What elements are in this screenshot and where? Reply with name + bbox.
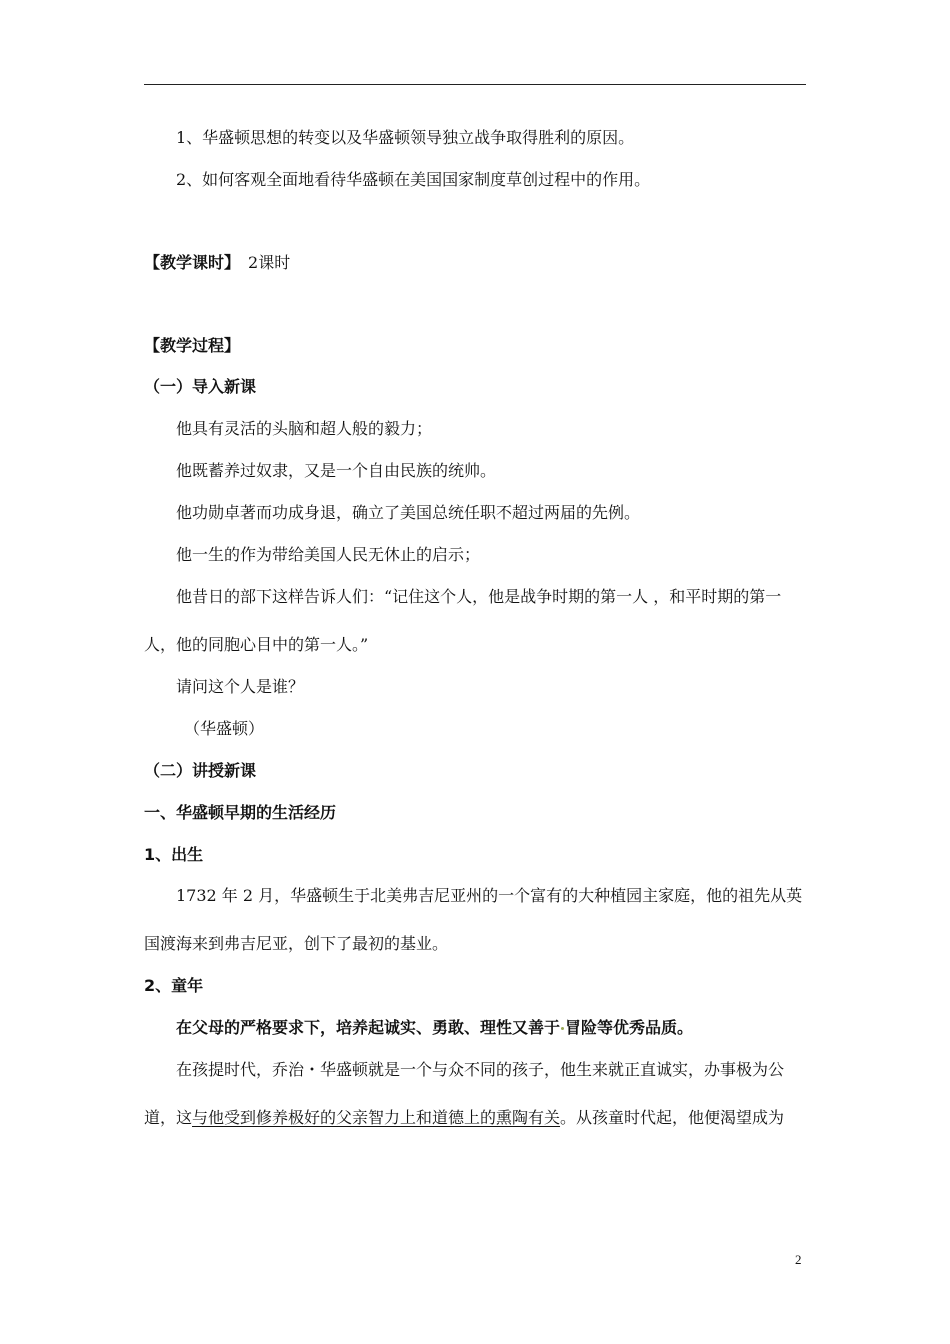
birth-heading: 1、出生	[144, 845, 204, 864]
intro-question: 请问这个人是谁？	[176, 677, 305, 696]
teaching-hours	[144, 253, 290, 273]
intro-heading: （一）导入新课	[144, 377, 257, 396]
intro-answer: （华盛顿）	[184, 719, 265, 738]
header-rule	[144, 84, 806, 85]
childhood-summary	[176, 1018, 693, 1038]
childhood-summary-b: 冒险等优秀品质。	[565, 1018, 694, 1037]
childhood-heading: 2、童年	[144, 976, 204, 995]
birth-line-2: 国渡海来到弗吉尼亚，创下了最初的基业。	[144, 934, 449, 953]
intro-line: 他具有灵活的头脑和超人般的毅力；	[176, 419, 433, 438]
childhood-line-2-post: 。从孩童时代起，他便渴望成为	[560, 1108, 785, 1127]
marker-dot	[561, 1027, 564, 1030]
intro-line: 他一生的作为带给美国人民无休止的启示；	[176, 545, 481, 564]
intro-line: 人，他的同胞心目中的第一人。”	[144, 635, 369, 654]
childhood-summary-a: 在父母的严格要求下，培养起诚实、勇敢、理性又善于	[176, 1018, 561, 1037]
childhood-line-2-pre: 道，这	[144, 1108, 193, 1127]
intro-line: 他昔日的部下这样告诉人们：“记住这个人，他是战争时期的第一人 ，和平时期的第一	[176, 587, 782, 606]
teaching-hours-value: 2课时	[248, 253, 291, 272]
intro-line: 他既蓄养过奴隶，又是一个自由民族的统帅。	[176, 461, 497, 480]
intro-line: 他功勋卓著而功成身退，确立了美国总统任职不超过两届的先例。	[176, 503, 641, 522]
difficulty-1: 1、华盛顿思想的转变以及华盛顿领导独立战争取得胜利的原因。	[176, 128, 635, 147]
lecture-heading: （二）讲授新课	[144, 761, 257, 780]
teaching-process-label: 【教学过程】	[144, 336, 241, 355]
childhood-line-2	[144, 1108, 784, 1128]
teaching-hours-label: 【教学课时】	[144, 253, 241, 272]
birth-line-1: 1732 年 2 月，华盛顿生于北美弗吉尼亚州的一个富有的大种植园主家庭，他的祖先从英	[176, 886, 803, 905]
section1-heading: 一、华盛顿早期的生活经历	[144, 803, 337, 822]
childhood-line-1: 在孩提时代，乔治・华盛顿就是一个与众不同的孩子，他生来就正直诚实，办事极为公	[176, 1060, 785, 1079]
difficulty-2: 2、如何客观全面地看待华盛顿在美国国家制度草创过程中的作用。	[176, 170, 651, 189]
underlined-phrase: 与他受到修养极好的父亲智力上和道德上的熏陶有关	[192, 1108, 561, 1127]
page-number: 2	[795, 1252, 802, 1267]
